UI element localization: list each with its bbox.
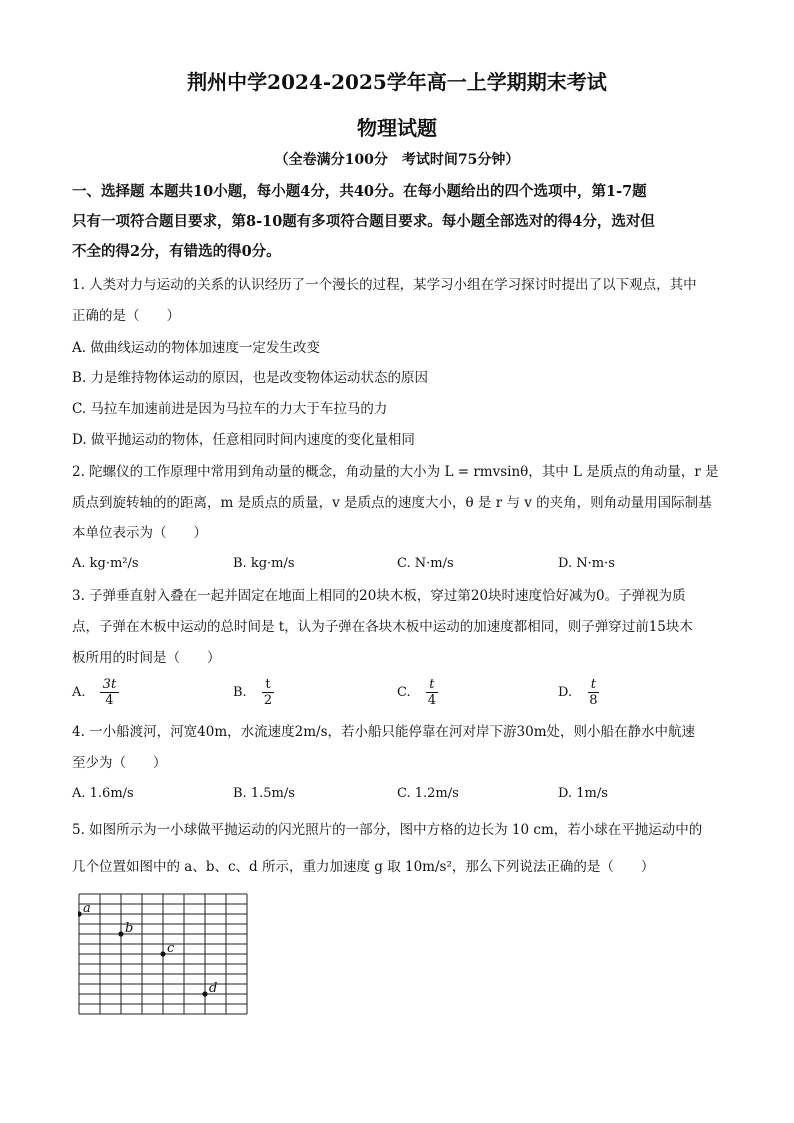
trajectory-point-label-a: a bbox=[83, 901, 91, 916]
q1-option-c: C. 马拉车加速前进是因为马拉车的力大于车拉马的力 bbox=[72, 401, 388, 417]
q4-stem-line-1: 4. 一小船渡河，河宽40m，水流速度2m/s，若小船只能停靠在河对岸下游30m处，则小船在静水中航速 bbox=[72, 724, 695, 740]
subject-title: 物理试题 bbox=[357, 116, 437, 140]
q3-option-b-label: B. bbox=[233, 685, 247, 700]
q3-option-a bbox=[72, 677, 119, 708]
trajectory-point-label-b: b bbox=[125, 921, 134, 936]
q4-option-b: B. 1.5m/s bbox=[233, 786, 295, 801]
section-instructions-line-3: 不全的得2分，有错选的得0分。 bbox=[72, 243, 281, 260]
q3-option-a-numerator: 3t bbox=[100, 677, 120, 693]
trajectory-point-label-c: c bbox=[167, 941, 175, 956]
q3-option-a-fraction bbox=[100, 677, 120, 708]
section-instructions-line-2: 只有一项符合题目要求，第8-10题有多项符合题目要求。每小题全部选对的得4分，选对但 bbox=[72, 213, 655, 230]
q2-stem-line-3: 本单位表示为（ ） bbox=[72, 525, 207, 541]
q2-stem-line-1: 2. 陀螺仪的工作原理中常用到角动量的概念，角动量的大小为 L = rmvsinθ，其中 L 是质点的角动量，r 是 bbox=[72, 464, 719, 480]
trajectory-point-b bbox=[118, 931, 123, 936]
trajectory-point-a bbox=[78, 911, 82, 916]
q3-option-c-label: C. bbox=[397, 685, 411, 700]
q3-option-c-denominator: 4 bbox=[427, 693, 437, 708]
q4-stem-line-2: 至少为（ ） bbox=[72, 755, 167, 771]
q3-option-d-fraction bbox=[586, 677, 600, 708]
q3-option-d bbox=[558, 677, 601, 708]
q3-option-d-numerator: t bbox=[588, 677, 599, 693]
q3-option-c bbox=[397, 677, 439, 708]
q1-stem-line-2: 正确的是（ ） bbox=[72, 308, 180, 324]
q2-stem-line-2: 质点到旋转轴的的距离，m 是质点的质量，v 是质点的速度大小，θ 是 r 与 v 的夹角，则角动量用国际制基 bbox=[72, 495, 712, 511]
q3-option-a-label: A. bbox=[72, 685, 86, 700]
q5-figure bbox=[78, 893, 253, 1022]
q1-stem-line-1: 1. 人类对力与运动的关系的认识经历了一个漫长的过程，某学习小组在学习探讨时提出了以下观点，其中 bbox=[72, 277, 697, 293]
trajectory-point-label-d: d bbox=[209, 981, 218, 996]
q4-option-a: A. 1.6m/s bbox=[72, 786, 134, 801]
q3-option-b-denominator: 2 bbox=[263, 693, 273, 708]
q1-option-d: D. 做平抛运动的物体，任意相同时间内速度的变化量相同 bbox=[72, 432, 415, 448]
trajectory-grid bbox=[78, 893, 253, 1018]
q3-stem-line-3: 板所用的时间是（ ） bbox=[72, 650, 221, 666]
trajectory-point-d bbox=[202, 991, 207, 996]
q2-option-b: B. kg·m/s bbox=[233, 556, 295, 571]
q3-option-b-numerator: t bbox=[262, 677, 273, 693]
exam-title: 荆州中学2024-2025学年高一上学期期末考试 bbox=[187, 70, 607, 94]
q3-option-b bbox=[233, 677, 275, 708]
section-instructions-line-1: 一、选择题 本题共10小题，每小题4分，共40分。在每小题给出的四个选项中，第1-7题 bbox=[72, 183, 647, 200]
q1-option-b: B. 力是维持物体运动的原因，也是改变物体运动状态的原因 bbox=[72, 370, 429, 386]
q3-option-d-denominator: 8 bbox=[589, 693, 598, 708]
exam-info: （全卷满分100分 考试时间75分钟） bbox=[274, 152, 520, 168]
q2-option-d: D. N·m·s bbox=[558, 556, 615, 571]
q3-stem-line-1: 3. 子弹垂直射入叠在一起并固定在地面上相同的20块木板，穿过第20块时速度恰好减为0。子弹视为质 bbox=[72, 588, 686, 604]
q2-option-a: A. kg·m²/s bbox=[72, 556, 139, 571]
q5-stem-line-1: 5. 如图所示为一小球做平抛运动的闪光照片的一部分，图中方格的边长为 10 cm，若小球在平抛运动中的 bbox=[72, 822, 703, 838]
q3-option-c-numerator: t bbox=[426, 677, 437, 693]
q5-stem-line-2: 几个位置如图中的 a、b、c、d 所示，重力加速度 g 取 10m/s²，那么下列说法正确的是（ ） bbox=[72, 859, 655, 875]
q3-option-c-fraction bbox=[425, 677, 439, 708]
q3-stem-line-2: 点，子弹在木板中运动的总时间是 t，认为子弹在各块木板中运动的加速度都相同，则子弹穿过前15块木 bbox=[72, 619, 693, 635]
q4-option-c: C. 1.2m/s bbox=[397, 786, 459, 801]
q3-option-b-fraction bbox=[261, 677, 275, 708]
q2-option-c: C. N·m/s bbox=[397, 556, 454, 571]
q3-option-d-label: D. bbox=[558, 685, 573, 700]
q3-option-a-denominator: 4 bbox=[105, 693, 114, 708]
q4-option-d: D. 1m/s bbox=[558, 786, 608, 801]
trajectory-point-c bbox=[160, 951, 165, 956]
q1-option-a: A. 做曲线运动的物体加速度一定发生改变 bbox=[72, 340, 320, 356]
